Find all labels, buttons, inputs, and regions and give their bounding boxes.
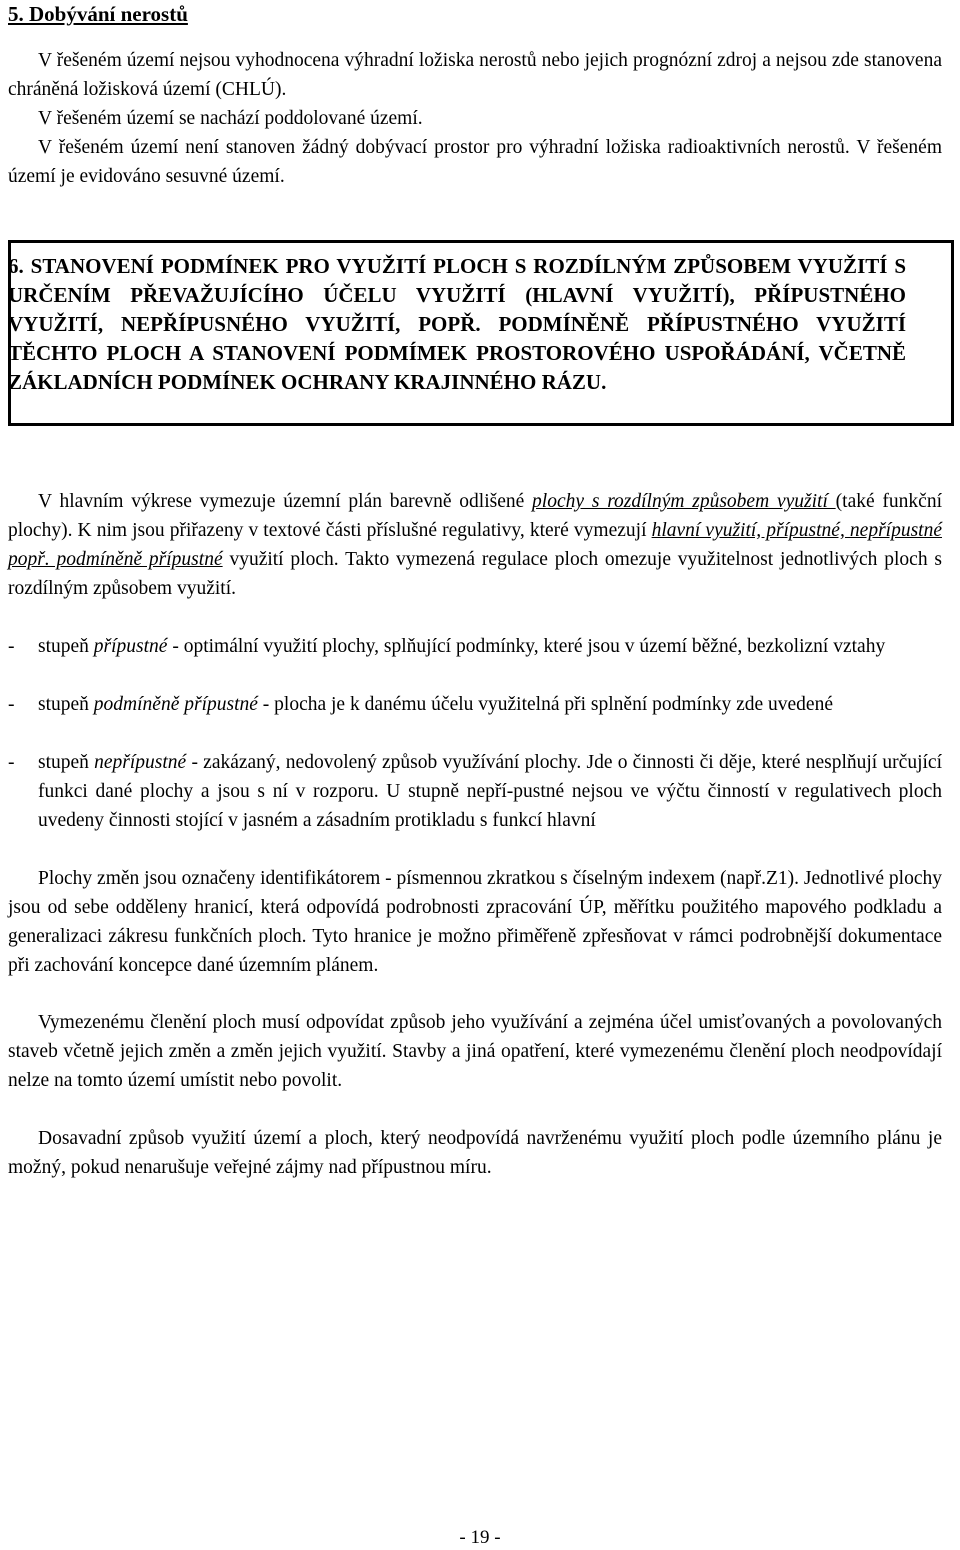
intro-term-plochy: plochy s rozdílným způsobem využití: [532, 491, 836, 512]
level-term: nepřípustné: [94, 752, 187, 773]
intro-text-c: (také funkční plochy). K nim jsou přiřazeny v textové části příslušné regulativy, které vymezují: [8, 491, 942, 541]
level-description: - optimální využití plochy, splňující podmínky, které jsou v území běžné, bezkolizní vztahy: [167, 636, 886, 657]
intro-text-e: využití ploch. Takto vymezená regulace ploch omezuje využitelnost jednotlivých ploch s rozdílným způsobem využití.: [8, 549, 942, 599]
list-dash: -: [8, 636, 15, 657]
level-description: - plocha je k danému účelu využitelná při splnění podmínky zde uvedené: [257, 694, 833, 715]
list-item-nepripustne: [8, 748, 942, 835]
paragraph-mining-area: V řešeném území není stanoven žádný dobývací prostor pro výhradní ložiska radioaktivních nerostů. V řešeném území je evidováno sesuvné území.: [8, 137, 942, 187]
list-dash: -: [8, 752, 15, 773]
section-5-heading: 5. Dobývání nerostů: [8, 2, 188, 26]
level-prefix: stupeň: [38, 694, 94, 715]
paragraph-current-use: Dosavadní způsob využití území a ploch, který neodpovídá navrženému využití ploch podle územního plánu je možný, pokud nenarušuje veřejné zájmy nad přípustnou míru.: [8, 1128, 942, 1178]
page-number: - 19 -: [459, 1527, 501, 1548]
level-description: - zakázaný, nedovolený způsob využívání plochy. Jde o činnosti či děje, které nesplňují určující funkci dané plochy a jsou s ní v rozporu. U stupně nepří-pustné nejsou ve výčtu činností v regulativech ploch uvedeny činnosti stojící v jasném a zásadním protikladu s funkcí hlavní: [38, 752, 942, 831]
level-prefix: stupeň: [38, 752, 95, 773]
intro-term-vyuziti: hlavní využití, přípustné, nepřípustné popř. podmíněně přípustné: [8, 520, 942, 570]
paragraph-intro: [8, 487, 942, 603]
paragraph-change-areas: Plochy změn jsou označeny identifikátorem - písmennou zkratkou s číselným indexem (např.Z1). Jednotlivé plochy jsou od sebe odděleny hranicí, která odpovídá podrobnosti zpracování ÚP, měřítku použitého mapového podkladu a generalizaci zákresu funkčních ploch. Tyto hranice je možno přiměřeně zpřesňovat v rámci podrobnější dokumentace při zachování koncepce dané územním plánem.: [8, 868, 942, 976]
list-item-podminene: [8, 690, 942, 719]
list-item-pripustne: [8, 632, 942, 661]
paragraph-division: Vymezenému členění ploch musí odpovídat způsob jeho využívání a zejména účel umisťovaných a povolovaných staveb včetně jejich změn a změn jejich využití. Stavby a jiná opatření, které vymezenému členění ploch neodpovídají nelze na tomto území umístit nebo povolit.: [8, 1012, 942, 1091]
intro-text-a: V hlavním výkrese vymezuje územní plán barevně odlišené: [38, 491, 533, 512]
section-6-heading: [8, 252, 906, 397]
level-term: podmíněně přípustné: [93, 694, 258, 715]
section-6-heading-text: 6. STANOVENÍ PODMÍNEK PRO VYUŽITÍ PLOCH S ROZDÍLNÝM ZPŮSOBEM VYUŽITÍ S URČENÍM PŘEVAŽUJÍCÍHO ÚČELU VYUŽITÍ (HLAVNÍ VYUŽITÍ), PŘÍPUSTNÉHO VYUŽITÍ, NEPŘÍPUSNÉHO VYUŽITÍ, POPŘ. PODMÍNĚNĚ PŘÍPUSTNÉHO VYUŽITÍ TĚCHTO PLOCH A STANOVENÍ PODMÍMEK PROSTOROVÉHO USPOŘÁDÁNÍ, VČETNĚ ZÁKLADNÍCH PODMÍNEK OCHRANY KRAJINNÉHO RÁZU.: [8, 254, 906, 394]
level-term: přípustné: [93, 636, 168, 657]
paragraph-undermined: V řešeném území se nachází poddolované území.: [38, 108, 423, 129]
list-dash: -: [8, 694, 15, 715]
paragraph-deposits: V řešeném území nejsou vyhodnocena výhradní ložiska nerostů nebo jejich prognózní zdroj a nejsou zde stanovena chráněná ložisková území (CHLÚ).: [8, 50, 942, 100]
level-prefix: stupeň: [38, 636, 94, 657]
